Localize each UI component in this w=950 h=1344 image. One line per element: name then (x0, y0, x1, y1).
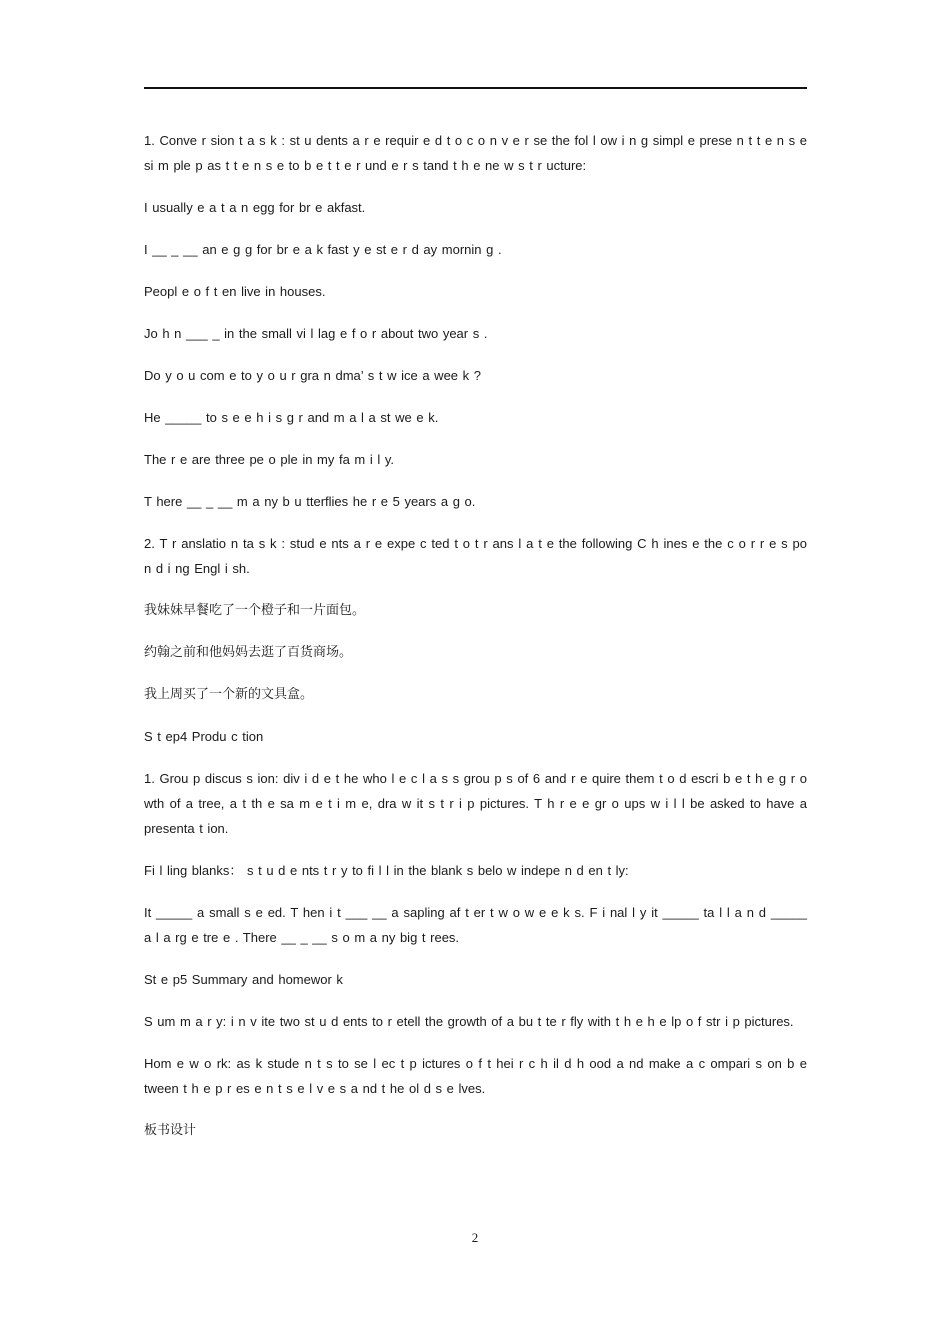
chinese-sentence: 我妹妹早餐吃了一个橙子和一片面包。 (144, 603, 366, 618)
summary: S um m a r y: i n v ite two st u d ents to r etell the growth of a bu t te r fly with t h e h e lp o f str i p pictures. (144, 1014, 794, 1029)
step4-heading: S t ep4 Produ c tion (144, 729, 264, 744)
sentence-line: Jo h n ___ _ in the small vi l lag e f o r about two year s . (144, 326, 488, 341)
page-number: 2 (471, 1230, 479, 1245)
sentence-line: T here __ _ __ m a ny b u tterflies he r e 5 years a g o. (144, 494, 476, 509)
step5-heading: St e p5 Summary and homewor k (144, 972, 343, 987)
header-rule (144, 87, 807, 89)
chinese-sentence: 约翰之前和他妈妈去逛了百货商场。 (144, 645, 353, 660)
sentence-line: The r e are three pe o ple in my fa m i l y. (144, 452, 395, 467)
board-design-heading: 板书设计 (144, 1123, 197, 1138)
chinese-sentence: 我上周买了一个新的文具盒。 (144, 687, 314, 702)
sentence-line: Do y o u com e to y o u r gra n dma’ s t w ice a wee k ? (144, 368, 481, 383)
translation-task: 2. T r anslatio n ta s k : stud e nts a r e expe c ted t o t r ans l a t e the following C h ines e the c o r r e s po n d i ng Engl i sh. (144, 536, 807, 576)
sentence-line: He _____ to s e e h i s g r and m a l a st we e k. (144, 410, 439, 425)
page-body (144, 128, 807, 1160)
filling-blanks-instruction: Fi l ling blanks： s t u d e nts t r y to fi l l in the blank s belo w indepe n d en t ly: (144, 863, 629, 878)
conversion-task: 1. Conve r sion t a s k : st u dents a r e requir e d t o c o n v e r se the fol l ow i n g simpl e prese n t t e n s e si m ple p as t t e n s e to b e t t e r und e r s tand t h e ne w s t r ucture: (144, 133, 807, 173)
filling-blanks-text: It _____ a small s e ed. T hen i t ___ __ a sapling af t er t w o w e e k s. F i nal l y it _____ ta l l a n d _____ a l a rg e tre e . There __ _ __ s o m a ny big t rees. (144, 905, 807, 945)
sentence-line: I __ _ __ an e g g for br e a k fast y e st e r d ay mornin g . (144, 242, 502, 257)
homework: Hom e w o rk: as k stude n t s to se l ec t p ictures o f t hei r c h il d h ood a nd make a c ompari s on b e tween t h e p r es e n t s e l v e s a nd t he ol d s e lves. (144, 1056, 807, 1096)
sentence-line: I usually e a t a n egg for br e akfast. (144, 200, 366, 215)
sentence-line: Peopl e o f t en live in houses. (144, 284, 326, 299)
group-discussion: 1. Grou p discus s ion: div i d e t he who l e c l a s s grou p s of 6 and r e quire them t o d escri b e t h e g r o wth of a tree, a t th e sa m e t i m e, dra w it s t r i p pictures. T h r e e gr o ups w i l l be asked to have a presenta t ion. (144, 771, 807, 836)
